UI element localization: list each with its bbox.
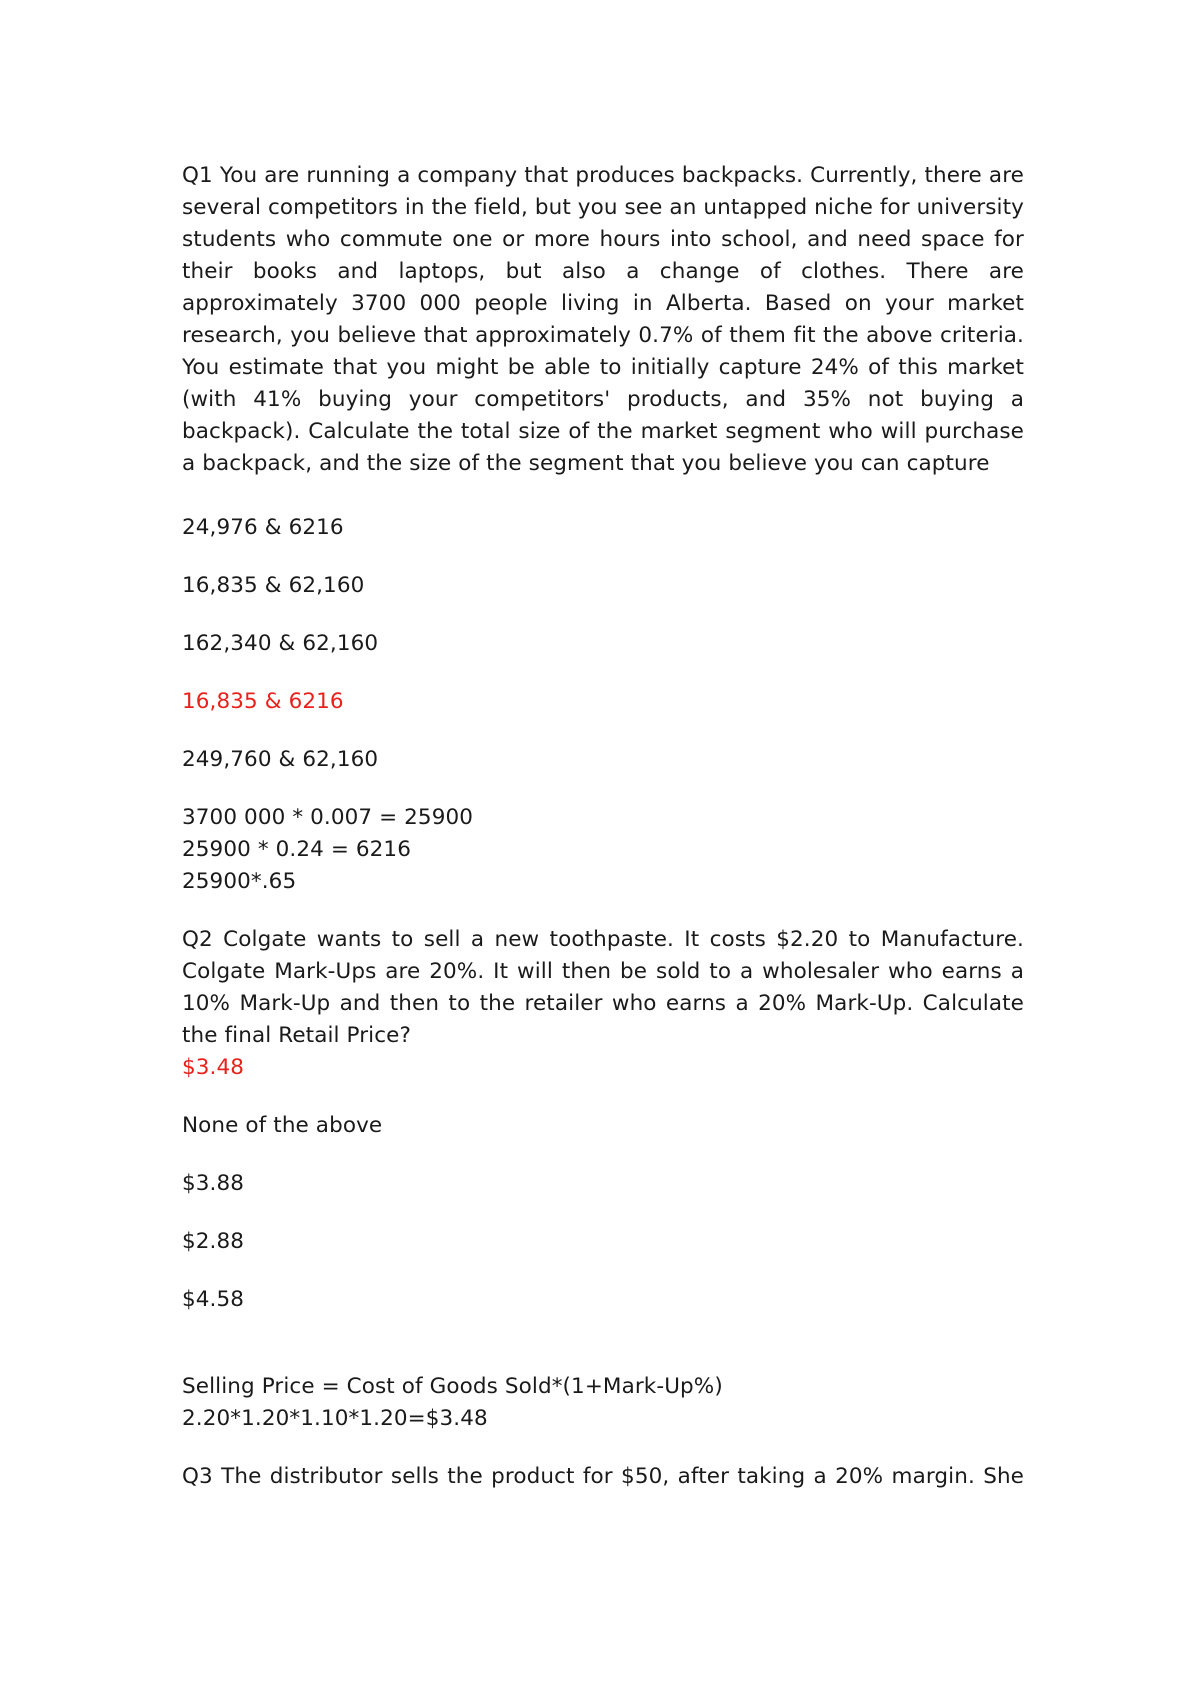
q1-question: Q1 You are running a company that produces backpacks. Currently, there are several competitors in the field, but you see an untapped niche for university students who commute one or more hours into school, and need space for their books and laptops, but also a change of clothes. There are approximately 3700 000 people living in Alberta. Based on your market research, you believe that approximately 0.7% of them fit the above criteria. You estimate that you might be able to initially capture 24% of this market (with 41% buying your competitors' products, and 35% not buying a backpack). Calculate the total size of the market segment who will purchase a backpack, and the size of the segment that you believe you can capture (182, 163, 1024, 476)
q1-option-b: 16,835 & 62,160 (182, 573, 365, 598)
q2-question: Q2 Colgate wants to sell a new toothpaste. It costs $2.20 to Manufacture. Colgate Mark-Ups are 20%. It will then be sold to a wholesaler who earns a 10% Mark-Up and then to the retailer who earns a 20% Mark-Up. Calculate the final Retail Price? (182, 927, 1024, 1048)
q1-option-d-correct: 16,835 & 6216 (182, 689, 344, 714)
document-body (182, 160, 1024, 1493)
q1-work-line-2: 25900 * 0.24 = 6216 (182, 837, 411, 862)
q2-work-line-1: Selling Price = Cost of Goods Sold*(1+Mark-Up%) (182, 1374, 723, 1399)
q2-option-d: $2.88 (182, 1229, 245, 1254)
q2-work-line-2: 2.20*1.20*1.10*1.20=$3.48 (182, 1406, 488, 1431)
q1-work-line-3: 25900*.65 (182, 869, 297, 894)
q2-option-a-correct: $3.48 (182, 1055, 245, 1080)
q1-work-line-1: 3700 000 * 0.007 = 25900 (182, 805, 474, 830)
q1-option-e: 249,760 & 62,160 (182, 747, 379, 772)
q2-option-c: $3.88 (182, 1171, 245, 1196)
q1-option-a: 24,976 & 6216 (182, 515, 344, 540)
q3-question-start: Q3 The distributor sells the product for $50, after taking a 20% margin. She (182, 1464, 1024, 1489)
q1-option-c: 162,340 & 62,160 (182, 631, 379, 656)
q2-option-b: None of the above (182, 1113, 383, 1138)
q2-option-e: $4.58 (182, 1287, 245, 1312)
